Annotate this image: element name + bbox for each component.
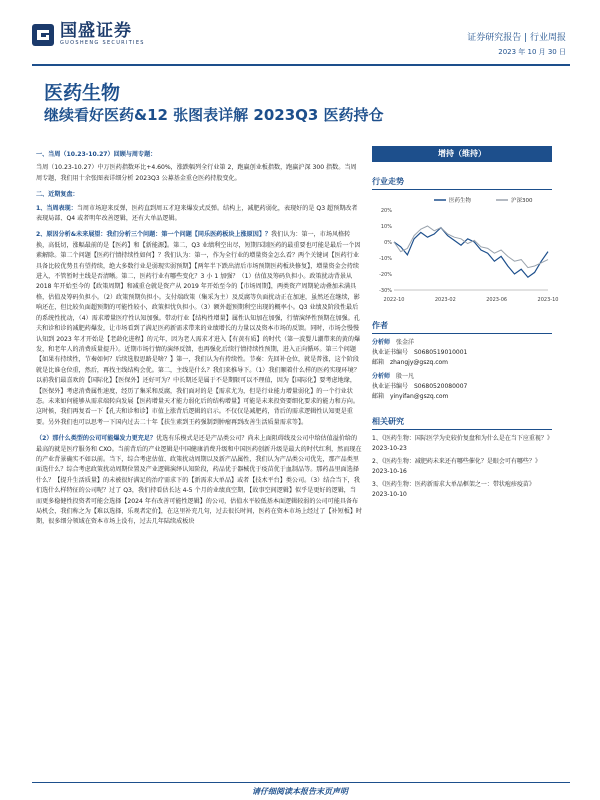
section-heading: 一、当周（10.23-10.27）回顾与周专题： <box>36 151 157 158</box>
legend-label: 医药生物 <box>449 198 472 204</box>
authors-block <box>372 320 552 402</box>
cert-number: S0680519010001 <box>413 349 468 356</box>
header-divider <box>32 64 570 66</box>
sector-name: 医药生物 <box>44 82 121 104</box>
x-tick-label: 2023-02 <box>434 297 456 303</box>
y-tick-label: -30% <box>379 288 392 294</box>
section-heading: 二、近期复盘： <box>36 191 79 199</box>
sidebar <box>372 146 559 499</box>
paragraph-text: 优选有乐模式是还是产品类公司？尚未上面阻碍线及公司中给估值溢价给的最高的就是医疗服务和 CXO。当前背后的产业逻辑是中国健康消费升级和中国医药创新升级是最大的时代红利，然而现在的产业背景确实不如以前。当下，综合考虑估值、政策扰动周期以及新产品属性，我们认为产品类公司优先，那产品类里面选什么？综合考虑政策扰动周期位置及产业逻辑演绎认知阶段，药品优于器械优于疫苗优于血制品等。那药品里面选择什么？【提升生活质量】的未被很好满足的治疗需求下的【新需求大单品】或者【技术平台】类公司。（3）结合当下，我们选什么样特征的公司呢？过了 Q3，我们持看估长达 4-5 个月的业绩真空期，【故事空间逻辑】似乎是更好的逻辑，当而更多稳健性投资者可能会选择【2024 年有改善可能性逻辑】的公司，估值水平较低基本面逻辑较弱的公司可能具备布局机会，我们称之为【难以选择，乐观者定价】，在这里补充几句，过去很长时间，医药在资本市场上经过了【补短板】时期，很多细分领域在资本市场上没有，过去几年陆续成板块 <box>36 435 363 526</box>
author-entry <box>372 338 552 368</box>
paragraph-lead: 1、当周表现： <box>36 204 77 212</box>
y-tick-label: 0% <box>384 240 392 246</box>
author-cert-line <box>372 382 552 392</box>
series-line <box>394 226 548 268</box>
author-name-line <box>372 372 552 382</box>
logo-english-name: GUOSHENG SECURITIES <box>60 40 145 46</box>
document-type: 证券研究报告 | 行业周报 <box>467 33 566 43</box>
paragraph-lead: 2、原因分析&未来展望：我们分析三个问题：第一个问题【同乐医药板块上涨原因】？ <box>36 231 272 239</box>
paragraph <box>36 230 362 428</box>
trend-heading: 行业走势 <box>372 176 552 190</box>
trend-chart-svg <box>372 194 559 304</box>
logo-mark-icon <box>32 24 54 46</box>
x-tick-label: 2023-10 <box>537 297 559 303</box>
author-email-line <box>372 392 552 402</box>
y-tick-label: 10% <box>380 224 392 230</box>
author-name: 张金洋 <box>395 339 414 346</box>
author-email[interactable]: zhangjy@gszq.com <box>389 359 449 366</box>
legend-label: 沪深300 <box>511 198 533 204</box>
author-name-line <box>372 338 552 348</box>
industry-trend-chart <box>372 194 559 308</box>
footer-divider <box>32 782 570 783</box>
y-tick-label: 20% <box>380 208 392 214</box>
company-logo <box>32 22 145 47</box>
cert-label: 执业证书编号 <box>372 349 409 356</box>
author-entry <box>372 372 552 402</box>
paragraph <box>36 163 362 184</box>
related-report-link[interactable]: 1、《医药生物：国际医学为史较价复盘和为什么是在当下应重视？》2023-10-23 <box>372 435 550 452</box>
y-tick-label: -20% <box>379 272 392 278</box>
cert-number: S0680520080007 <box>413 383 468 390</box>
related-report-link[interactable]: 2、《医药生物：减肥药未来还有哪些催化？是眼会可有哪些？》2023-10-16 <box>372 458 541 475</box>
paragraph <box>36 204 362 225</box>
logo-chinese-name: 国盛证券 <box>60 21 132 41</box>
authors-heading: 作者 <box>372 320 552 334</box>
rating-badge: 增持（维持） <box>372 146 552 162</box>
author-email-line <box>372 358 552 368</box>
paragraph-text: 我们认为：第一，市场风格转换，高低切，涨幅最前的是【医药】和【新能源】。第二，Q3 业绩利空出尽，短期压制医药的最重要也可能是最后一个因素解除。第二个问题【医药行情持续性如何】？我们认为：第一，作为全行业的增量资金怎么看？两个关键词【医药行业具备比较优势且有望持续，绝大多数行业是弱现实弱预期】【两年半下跌出清后市场预期医药板块修复】，增量资金会持续进入，不管暂时主线是否清晰。第二，医药行业有哪些变化？3 小 1 加强？（1）估值及筹码负担小。政策扰动背景从 2018 年开始至今的【政策周期】和减重仓就是资产从 2019 年开始至今的【市场周期】，两类资产周期轮动叠加未满具格，估值及筹码负担小。（2）政策预期负担小。支付端政策（集采为主）及反腐等负面扰动正在加速，虽然还在继续，影响还在，但比较负面超预期的可能性较小，政策担忧负担小。（3）额外超预期利空出现的概率小。Q3 业绩及阶段性最后的系统性扰动，（4）需求增量医疗性认知加强。带动行业【结构性增量】属性认知加在加强，行情演绎性预期在加强。孔夫和诊和诊的减肥药爆发，让市场看到了满足医药新需求带来的业绩增长的力量以及资本市场的反馈。同时，市场会慢慢认知到 2023 年才开始是【老龄化进程】的元年，因为老人需求才进入【有黄有质】的时代（第一波婴儿潮带来的黄的爆发，和老年人的消费质量提升）。近期市场行情的演绎反馈，也再强化后续行情持续性预期，进入正向循环。第三个问题【如果有持续性，节奏如何？后续选股思路是啥？】第一，我们认为有持续性。节奏：先回补仓位，就是普涨，这个阶段就是比谁仓位重，然后，再找主线结构会优。第二，主线是什么？我们来推导下。（1）我们顺着什么样的医药实现环境？以前我们最喜欢的【国际化】【医保外】还好可为？中长期还是属于不是期限可以不理值，因为【国际化】要考虑地缘，【医保外】考虑消费属性速度，经历了集采和反腐，我们面对的是【需求尤为，但是行业能力增量弱化】的一个行业状态。未来如何能够从需求端转向发展【医药增量天才能力弱化后的结构增量】可能是未来投资要细化要求的能力和方向。这时候，我们再复看一下【孔夫和诊和诊】市值上涨背后逻辑的启示。不仅仅是减肥药，背后的需求逻辑性认知更是重要。另外我们也可以思考一下国内过去二十年【扶生素到王药强制到肿瘤再到改善生活质量需求等】。 <box>36 231 361 426</box>
series-line <box>394 228 548 278</box>
paragraph-text: 当周（10.23-10.27）中万医药指数环比+4.60%，涨跌幅列全行业第 2，跑赢创业板指数，跑赢沪深 300 指数。当周周专题，我们用十余张图表详细分析 2023Q3 公募基金重仓医药持股变化。 <box>36 164 357 182</box>
section-recap <box>36 190 362 528</box>
report-date: 2023 年 10 月 30 日 <box>498 48 566 56</box>
email-label: 邮箱 <box>372 393 385 400</box>
author-cert-line <box>372 348 552 358</box>
page-footer <box>0 778 600 800</box>
y-tick-label: -10% <box>379 256 392 262</box>
paragraph-text: 当周市场迎来反弹，医药直到周五才迎来爆发式反弹。结构上，减肥药弱化，表现好的是 Q3 超预期改者表现局部、Q4 或者明年改善逻辑，还有大单品逻辑。 <box>36 204 358 223</box>
related-research <box>372 416 552 499</box>
author-role: 分析师 <box>372 373 391 380</box>
footer-disclaimer: 请仔细阅读本报告末页声明 <box>252 787 348 796</box>
author-role: 分析师 <box>372 339 391 346</box>
x-tick-label: 2022-10 <box>383 297 405 303</box>
report-title: 继续看好医药&12 张图表详解 2023Q3 医药持仓 <box>44 106 384 124</box>
author-email[interactable]: yinyifan@gszq.com <box>389 393 449 400</box>
section-review <box>36 150 362 184</box>
paragraph-lead: （2）那什么类型的公司可能爆发力更充足？ <box>36 435 157 443</box>
cert-label: 执业证书编号 <box>372 383 409 390</box>
author-name: 殷一凡 <box>395 373 414 380</box>
email-label: 邮箱 <box>372 359 385 366</box>
related-research-heading: 相关研究 <box>372 416 552 430</box>
related-report-link[interactable]: 3、《医药生物：医药新需求大单品框架之一：带状疱疹疫苗》2023-10-10 <box>372 481 535 498</box>
paragraph <box>36 434 362 528</box>
main-text-column <box>36 150 362 534</box>
report-header <box>0 0 600 66</box>
x-tick-label: 2023-06 <box>486 297 508 303</box>
